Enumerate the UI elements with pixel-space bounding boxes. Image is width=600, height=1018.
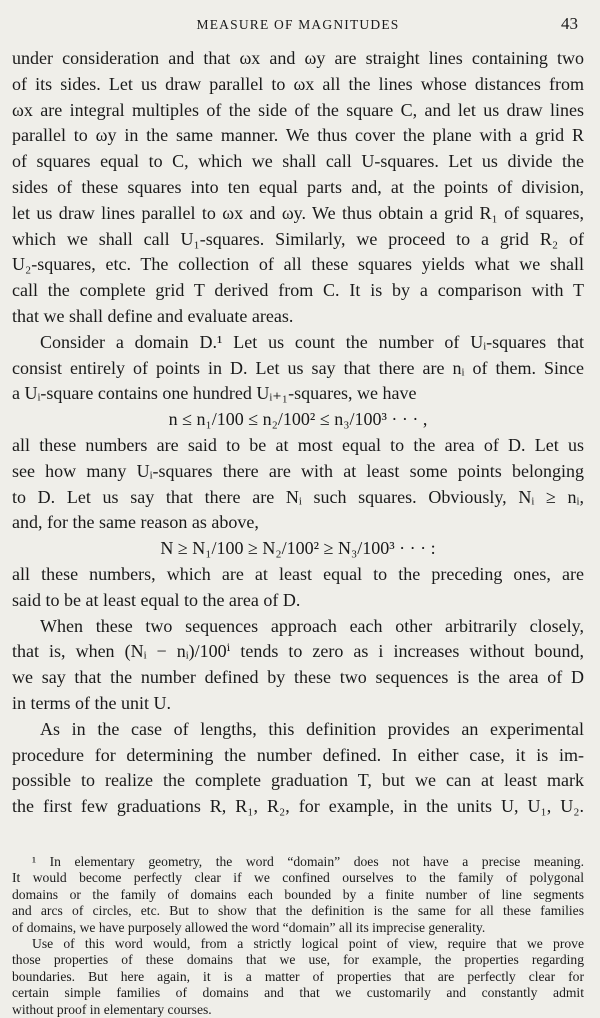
text-line: sides of these squares into ten equal parts and, at the points of division, bbox=[12, 176, 584, 197]
text-line: of its sides. Let us draw parallel to ωx all the lines whose distances from bbox=[12, 73, 584, 94]
text-line: that we shall define and evaluate areas. bbox=[12, 305, 294, 326]
text-line: a Uᵢ-square contains one hundred Uᵢ₊₁-squares, we have bbox=[12, 383, 417, 404]
page-number: 43 bbox=[561, 14, 578, 33]
text-line: under consideration and that ωx and ωy are straight lines containing two bbox=[12, 48, 584, 68]
text-line: we say that the number defined by these two sequences is the area of D bbox=[12, 667, 584, 688]
text-line: let us draw lines parallel to ωx and ωy. We thus obtain a grid R₁ of squares, bbox=[12, 202, 584, 223]
footnote-line: those properties of these domains that we use, for example, the properties regarding bbox=[12, 952, 584, 968]
text-line: parallel to ωy in the same manner. We thus cover the plane with a grid R bbox=[12, 125, 584, 146]
text-line: Consider a domain D.¹ Let us count the number of Uᵢ-squares that bbox=[40, 331, 584, 352]
display-equation: n ≤ n₁/100 ≤ n₂/100² ≤ n₃/100³ · · · , bbox=[168, 409, 428, 430]
text-line: When these two sequences approach each other arbitrarily closely, bbox=[40, 615, 584, 636]
text-line: of squares equal to C, which we shall call U-squares. Let us divide the bbox=[12, 151, 584, 172]
display-equation: N ≥ N₁/100 ≥ N₂/100² ≥ N₃/100³ · · · : bbox=[160, 538, 436, 559]
text-line: in terms of the unit U. bbox=[12, 692, 171, 713]
footnote bbox=[12, 854, 584, 1018]
text-line: call the complete grid T derived from C. It is by a comparison with T bbox=[12, 280, 584, 301]
text-line: procedure for determining the number defined. In either case, it is im- bbox=[12, 744, 584, 765]
footnote-line: ¹ In elementary geometry, the word “domain” does not have a precise meaning. bbox=[32, 854, 584, 869]
page-header bbox=[12, 14, 584, 36]
text-line: that is, when (Nᵢ − nᵢ)/100ⁱ tends to zero as i increases without bound, bbox=[12, 641, 584, 662]
text-line: and, for the same reason as above, bbox=[12, 512, 259, 533]
text-line: which we shall call U₁-squares. Similarly, we proceed to a grid R₂ of bbox=[12, 228, 584, 249]
footnote-line: Use of this word would, from a strictly logical point of view, require that we prove bbox=[32, 935, 584, 951]
footnote-line: domains or the family of domains each bounded by a finite number of line segments bbox=[12, 886, 584, 902]
footnote-line: of domains, we have purposely allowed the word “domain” all its imprecise generality. bbox=[12, 919, 486, 935]
body-text bbox=[12, 46, 584, 820]
text-line: As in the case of lengths, this definition provides an experimental bbox=[40, 718, 584, 739]
text-line: to D. Let us say that there are Nᵢ such squares. Obviously, Nᵢ ≥ nᵢ, bbox=[12, 486, 584, 507]
footnote-line: It would become perfectly clear if we confined ourselves to the family of polygonal bbox=[12, 870, 584, 886]
text-line: see how many Uᵢ-squares there are with at least some points belonging bbox=[12, 460, 584, 481]
text-line: all these numbers are said to be at most equal to the area of D. Let us bbox=[12, 434, 584, 455]
footnote-line: without proof in elementary courses. bbox=[12, 1001, 212, 1017]
text-line: the first few graduations R, R₁, R₂, for example, in the units U, U₁, U₂. bbox=[12, 796, 584, 817]
text-line: U₂-squares, etc. The collection of all these squares yields what we shall bbox=[12, 254, 584, 275]
text-line: possible to realize the complete graduation T, but we can at least mark bbox=[12, 770, 584, 791]
text-line: consist entirely of points in D. Let us say that there are nᵢ of them. Since bbox=[12, 357, 584, 378]
text-line: all these numbers, which are at least equal to the preceding ones, are bbox=[12, 563, 584, 584]
footnote-line: and arcs of circles, etc. But to show that the definition is the same for all these families bbox=[12, 903, 584, 919]
running-head: MEASURE OF MAGNITUDES bbox=[196, 17, 400, 32]
text-line: said to be at least equal to the area of D. bbox=[12, 589, 301, 610]
footnote-line: boundaries. But here again, it is a matter of properties that are perfectly clear for bbox=[12, 968, 584, 984]
text-line: ωx are integral multiples of the side of the square C, and let us draw lines bbox=[12, 99, 584, 120]
footnote-line: certain simple families of domains and that we customarily and constantly admit bbox=[12, 985, 584, 1001]
